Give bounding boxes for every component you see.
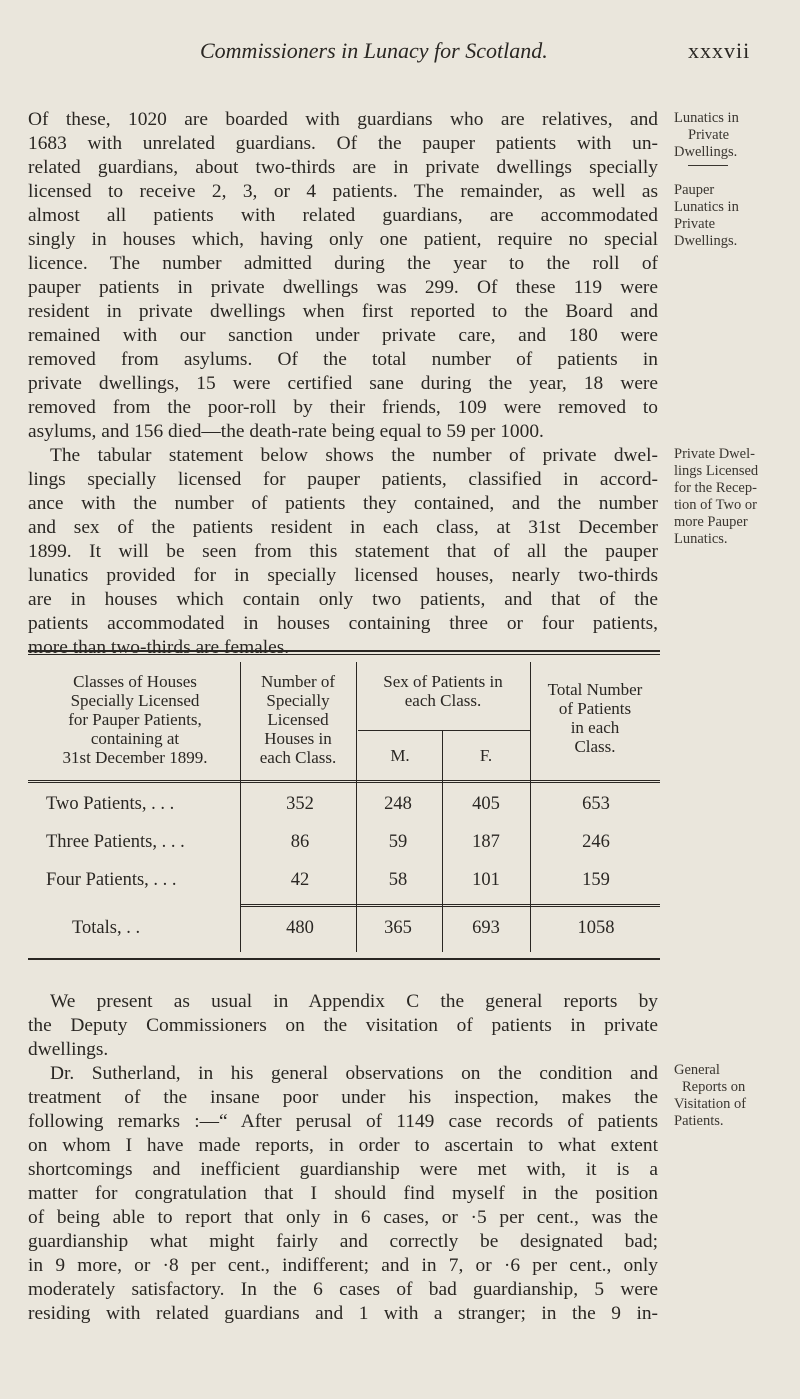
margin-note-line: Visitation of [674,1096,747,1112]
paragraph-tabular-statement [28,444,658,660]
text-line: in 9 more, or ·8 per cent., indifferent; and in 7, or ·6 per cent., only [28,1255,658,1276]
text-line: ance with the number of patients they contained, and the number [28,493,658,514]
row-label-four: Four Patients, . . . [46,870,177,890]
cell-male: 59 [388,832,408,852]
header-number-houses [242,672,354,767]
licensed-houses-table [28,650,660,962]
header-text: in each [570,718,620,737]
text-line: asylums, and 156 died—the death-rate being equal to 59 per 1000. [28,421,544,442]
text-line: related guardians, about two-thirds are in private dwellings specially [28,157,658,178]
text-line: lings specially licensed for pauper patients, classified in accord- [28,469,658,490]
table-bottom-rule [28,958,660,960]
text-line: dwellings. [28,1039,109,1060]
header-text: Houses in [264,729,332,748]
margin-note-line: Private [674,216,716,232]
text-line: moderately satisfactory. In the 6 cases of bad guardianship, 5 were [28,1279,658,1300]
text-line: and sex of the patients resident in each class, at 31st December [28,517,658,538]
cell-total: 1058 [577,918,615,938]
margin-note-line: Private [688,127,730,143]
text-line: almost all patients with related guardians, are accommodated [28,205,658,226]
cell-total: 159 [582,870,610,890]
text-line: Of these, 1020 are boarded with guardians who are relatives, and [28,109,658,130]
margin-note-line: Dwellings. [674,144,738,160]
header-text: Class. [574,737,616,756]
cell-female: 187 [472,832,500,852]
text-line: licensed to receive 2, 3, or 4 patients. The remainder, as well as [28,181,658,202]
row-label-three: Three Patients, . . . [46,832,185,852]
margin-note-line: Lunatics. [674,531,728,547]
header-total [532,680,658,756]
header-female: F. [479,746,493,765]
margin-note-line: Private Dwel- [674,446,755,462]
cell-houses: 352 [286,794,314,814]
header-text: each Class. [259,748,337,767]
text-line: on whom I have made reports, in order to ascertain to what extent [28,1135,658,1156]
text-line: lunatics provided for in specially licensed houses, nearly two-thirds [28,565,658,586]
text-line: more than two-thirds are females. [28,637,290,658]
text-line: following remarks :—“ After perusal of 1149 case records of patients [28,1111,658,1132]
header-classes [32,672,238,767]
header-text: each Class. [404,691,482,710]
header-text: containing at [90,729,180,748]
cell-female: 693 [472,918,500,938]
header-text: Specially Licensed [70,691,200,710]
text-line: Dr. Sutherland, in his general observations on the condition and [50,1063,658,1084]
margin-note-line: lings Licensed [674,463,759,479]
text-line: are in houses which contain only two patients, and that of the [28,589,658,610]
cell-male: 365 [384,918,412,938]
header-sex [358,672,528,710]
margin-note-line: Patients. [674,1113,724,1129]
text-line: We present as usual in Appendix C the general reports by [50,991,658,1012]
header-text: Total Number [547,680,643,699]
margin-note-general-reports [674,1062,798,1130]
text-line: 1683 with unrelated guardians. Of the pauper patients with un- [28,133,658,154]
margin-note-line: for the Recep- [674,480,757,496]
margin-note-line: Dwellings. [674,233,738,249]
text-line: guardianship what might fairly and correctly be designated bad; [28,1231,658,1252]
table-top-rule [28,650,660,652]
text-line: resident in private dwellings when first reported to the Board and [28,301,658,322]
header-text: Sex of Patients in [383,672,503,691]
text-line: the Deputy Commissioners on the visitation of patients in private [28,1015,658,1036]
text-line: shortcomings and inefficient guardianship were met with, it is a [28,1159,658,1180]
cell-total: 246 [582,832,610,852]
margin-note-lunatics [674,110,798,170]
header-sub-rule [358,730,530,731]
text-line: 1899. It will be seen from this statement that of all the pauper [28,541,658,562]
margin-note-line: Lunatics in [674,199,739,215]
header-text: Specially [266,691,330,710]
column-divider [442,730,443,952]
cell-total: 653 [582,794,610,814]
cell-houses: 42 [290,870,310,890]
header-bottom-rule [28,780,660,783]
text-line: remained with our sanction under private care, and 180 were [28,325,658,346]
text-line: pauper patients in private dwellings was 299. Of these 119 were [28,277,658,298]
margin-note-line: Pauper [674,182,715,198]
text-line: treatment of the insane poor under his inspection, makes the [28,1087,658,1108]
table-top-rule-thin [28,654,660,655]
row-label-totals: Totals, . . [72,918,141,938]
margin-divider [688,165,728,166]
header-male: M. [390,746,410,765]
margin-note-pauper [674,182,798,250]
margin-note-line: tion of Two or [674,497,757,513]
text-line: matter for congratulation that I should find myself in the position [28,1183,658,1204]
header-text: Licensed [267,710,329,729]
header-text: of Patients [558,699,632,718]
cell-male: 58 [388,870,408,890]
text-line: removed from the poor-roll by their friends, 109 were removed to [28,397,658,418]
text-line: singly in houses which, having only one patient, require no special [28,229,658,250]
column-divider [356,662,357,952]
cell-houses: 480 [286,918,314,938]
text-line: private dwellings, 15 were certified sane during the year, 18 were [28,373,658,394]
margin-note-line: more Pauper [674,514,748,530]
running-title: Commissioners in Lunacy for Scotland. [200,38,548,63]
header-text: 31st December 1899. [62,748,208,767]
column-divider [240,662,241,952]
totals-rule [240,904,660,907]
header-text: for Pauper Patients, [68,710,202,729]
text-line: of being able to report that only in 6 cases, or ·5 per cent., was the [28,1207,658,1228]
text-line: patients accommodated in houses containing three or four patients, [28,613,658,634]
paragraph-appendix [28,990,658,1062]
page-number: xxxvii [688,38,751,63]
margin-note-line: General [674,1062,720,1078]
row-label-two: Two Patients, . . . [46,794,175,814]
text-line: removed from asylums. Of the total number of patients in [28,349,658,370]
cell-houses: 86 [290,832,310,852]
cell-female: 405 [472,794,500,814]
header-text: Classes of Houses [73,672,197,691]
margin-note-line: Lunatics in [674,110,739,126]
text-line: licence. The number admitted during the year to the roll of [28,253,658,274]
cell-female: 101 [472,870,500,890]
cell-male: 248 [384,794,412,814]
margin-note-line: Reports on [682,1079,746,1095]
paragraph-boarding [28,108,658,444]
paragraph-sutherland [28,1062,658,1326]
text-line: The tabular statement below shows the number of private dwel- [50,445,658,466]
margin-note-private-dwellings [674,446,798,548]
header-text: Number of [260,672,336,691]
column-divider [530,662,531,952]
text-line: residing with related guardians and 1 with a stranger; in the 9 in- [28,1303,658,1324]
